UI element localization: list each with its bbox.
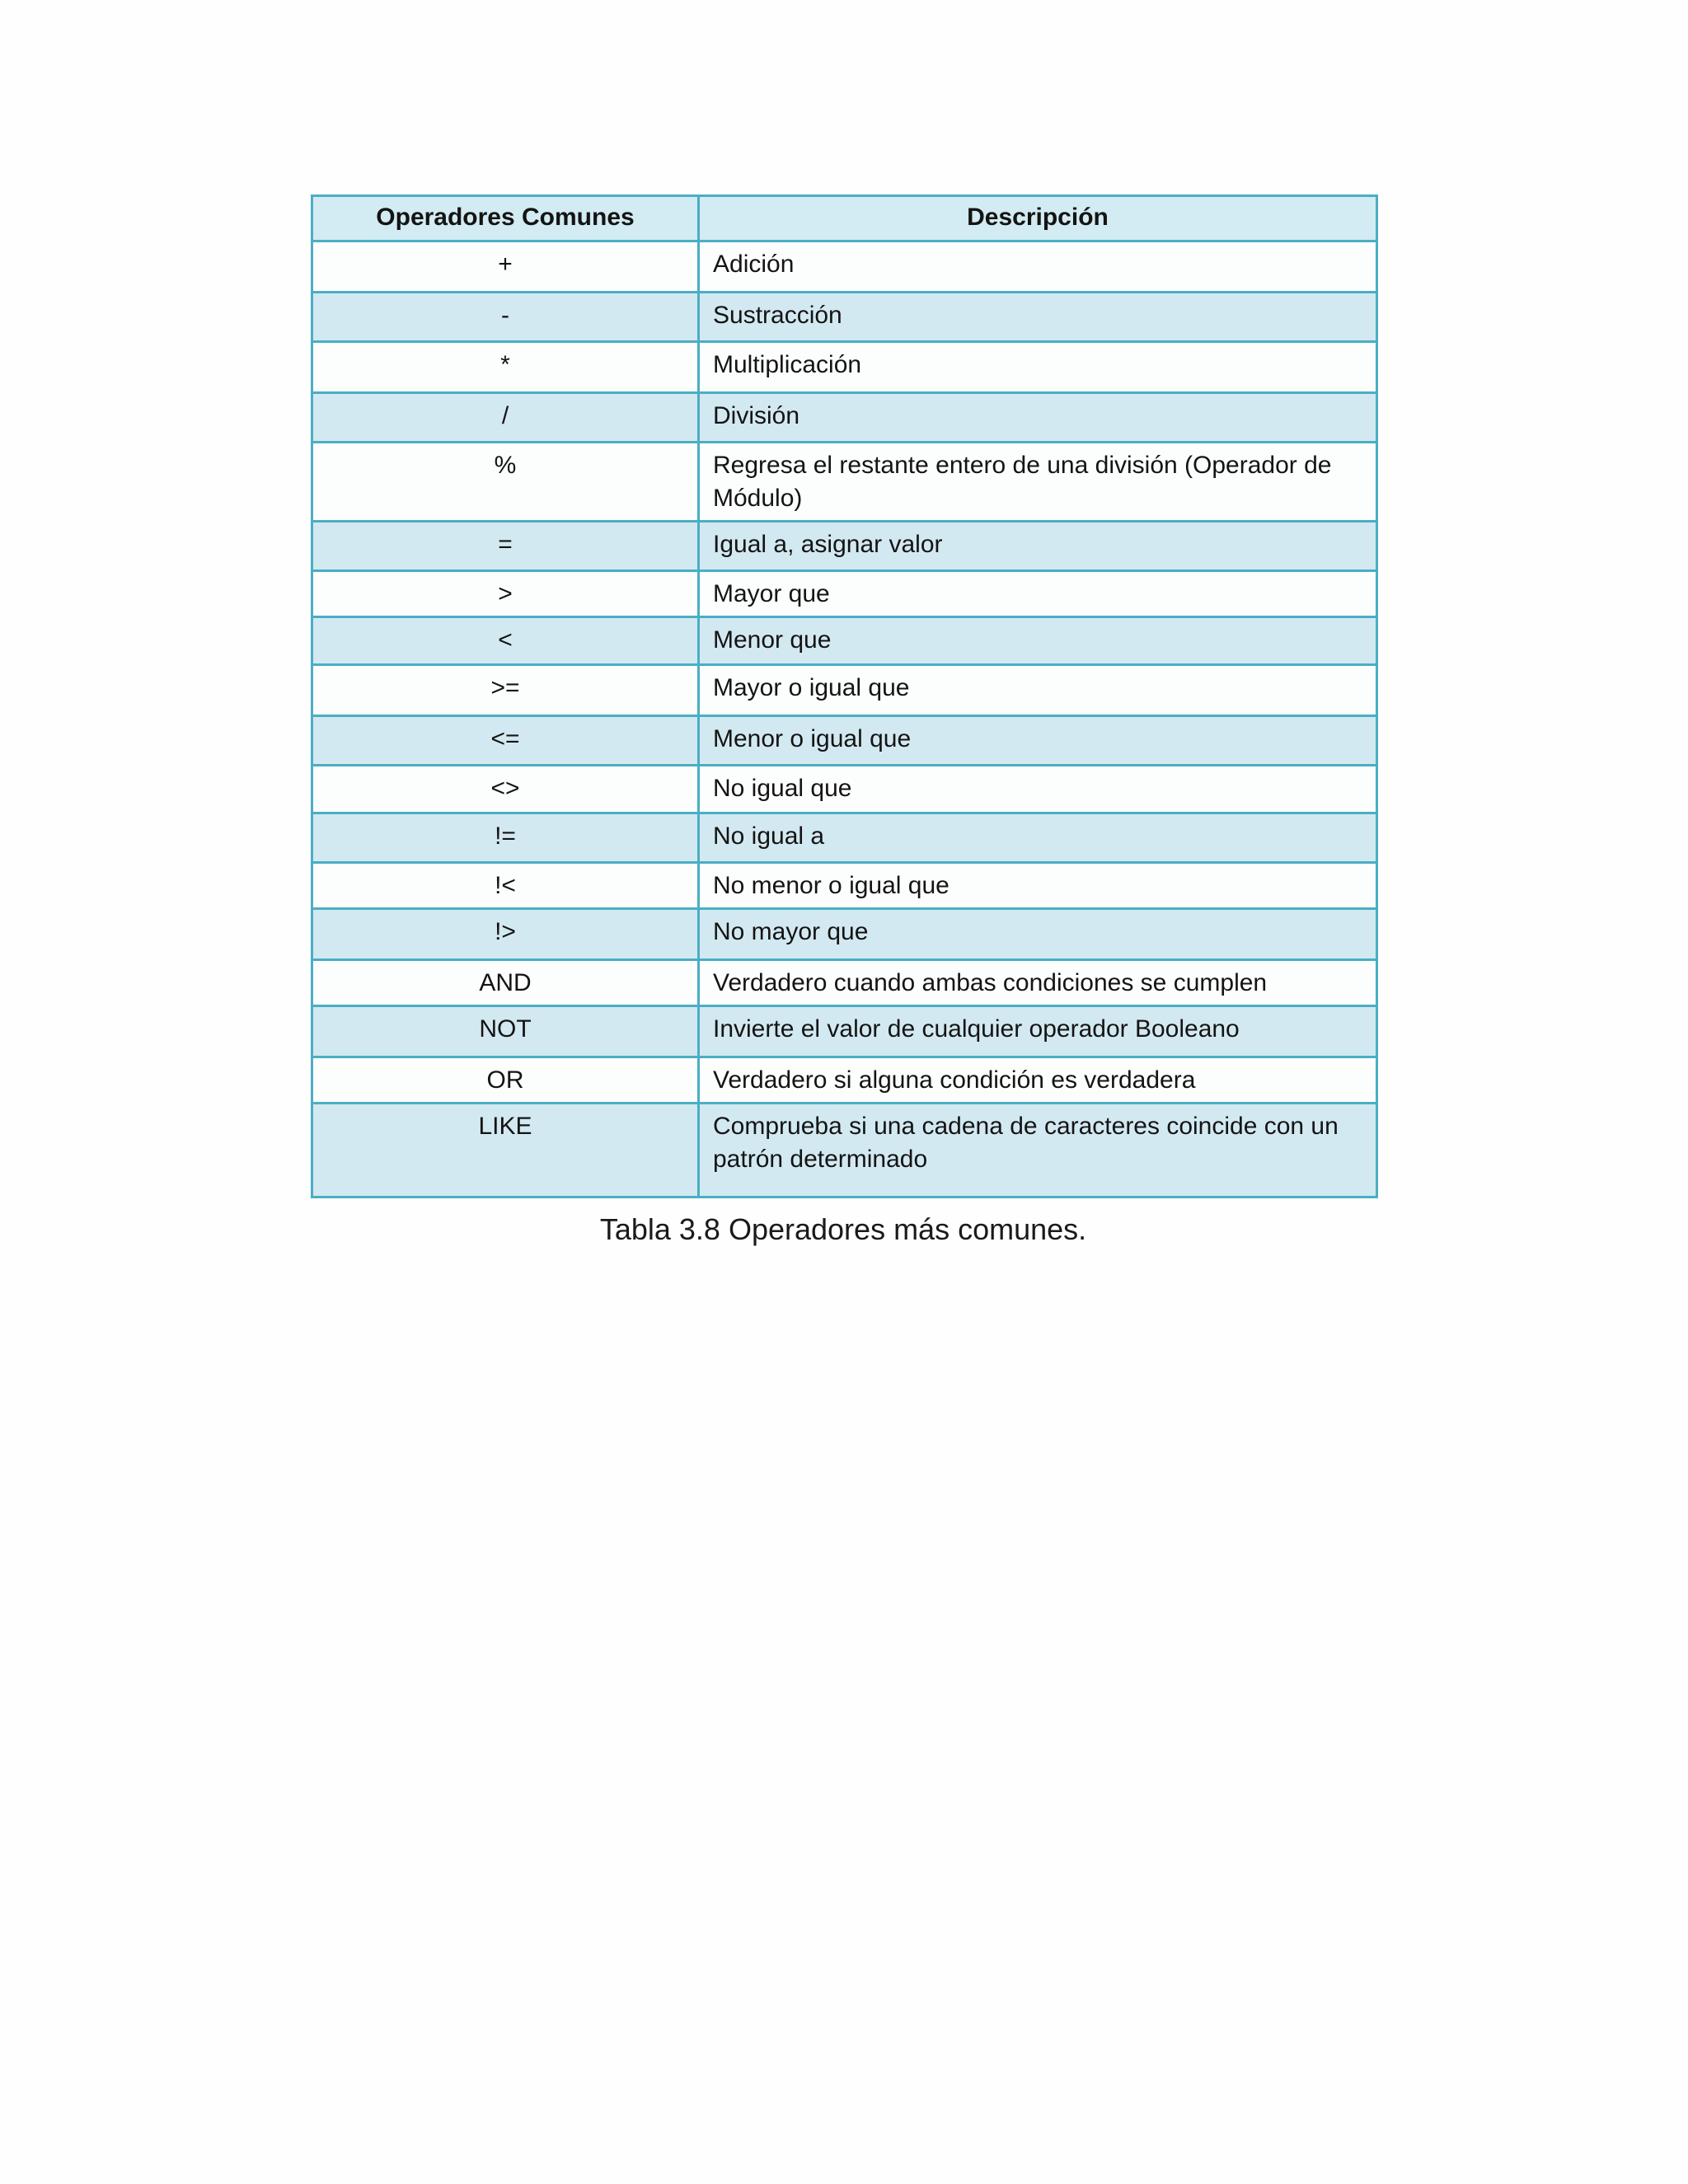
operator-cell: NOT	[312, 1006, 699, 1057]
table-row	[312, 960, 1377, 1006]
description-cell: Menor que	[699, 617, 1377, 665]
header-description: Descripción	[699, 196, 1377, 241]
table-row	[312, 1104, 1377, 1197]
table-row	[312, 293, 1377, 342]
description-cell: Mayor que	[699, 571, 1377, 617]
operator-cell: OR	[312, 1057, 699, 1104]
table-row	[312, 617, 1377, 665]
table-row	[312, 443, 1377, 522]
table-row	[312, 1006, 1377, 1057]
description-cell: Verdadero si alguna condición es verdadera	[699, 1057, 1377, 1104]
description-cell: No igual a	[699, 813, 1377, 863]
description-cell: Multiplicación	[699, 342, 1377, 393]
table-row	[312, 571, 1377, 617]
description-cell: Comprueba si una cadena de caracteres coincide con un patrón determinado	[699, 1104, 1377, 1197]
operator-cell: >	[312, 571, 699, 617]
description-cell: Mayor o igual que	[699, 665, 1377, 716]
operators-table	[311, 194, 1378, 1198]
description-cell: Regresa el restante entero de una división (Operador de Módulo)	[699, 443, 1377, 522]
operator-cell: /	[312, 393, 699, 443]
operator-cell: %	[312, 443, 699, 522]
description-cell: Adición	[699, 241, 1377, 293]
operator-cell: LIKE	[312, 1104, 699, 1197]
table-row	[312, 342, 1377, 393]
table-row	[312, 1057, 1377, 1104]
description-cell: No menor o igual que	[699, 863, 1377, 909]
table-row	[312, 665, 1377, 716]
description-cell: Sustracción	[699, 293, 1377, 342]
operator-cell: *	[312, 342, 699, 393]
table-caption: Tabla 3.8 Operadores más comunes.	[599, 1212, 1087, 1246]
operator-cell: <>	[312, 766, 699, 813]
operator-cell: =	[312, 522, 699, 571]
operator-cell: <=	[312, 716, 699, 766]
operator-cell: AND	[312, 960, 699, 1006]
table-row	[312, 813, 1377, 863]
table-row	[312, 766, 1377, 813]
table-row	[312, 241, 1377, 293]
description-cell: División	[699, 393, 1377, 443]
table-row	[312, 522, 1377, 571]
operator-cell: !<	[312, 863, 699, 909]
description-cell: Menor o igual que	[699, 716, 1377, 766]
table-header-row	[312, 196, 1377, 241]
description-cell: Verdadero cuando ambas condiciones se cumplen	[699, 960, 1377, 1006]
operator-cell: -	[312, 293, 699, 342]
table-row	[312, 909, 1377, 960]
description-cell: Igual a, asignar valor	[699, 522, 1377, 571]
operator-cell: !>	[312, 909, 699, 960]
operators-table-container	[311, 194, 1376, 1198]
operator-cell: >=	[312, 665, 699, 716]
table-row	[312, 716, 1377, 766]
table-row	[312, 393, 1377, 443]
description-cell: Invierte el valor de cualquier operador Booleano	[699, 1006, 1377, 1057]
table-row	[312, 863, 1377, 909]
description-cell: No igual que	[699, 766, 1377, 813]
operator-cell: +	[312, 241, 699, 293]
header-operators: Operadores Comunes	[312, 196, 699, 241]
operator-cell: !=	[312, 813, 699, 863]
operator-cell: <	[312, 617, 699, 665]
description-cell: No mayor que	[699, 909, 1377, 960]
